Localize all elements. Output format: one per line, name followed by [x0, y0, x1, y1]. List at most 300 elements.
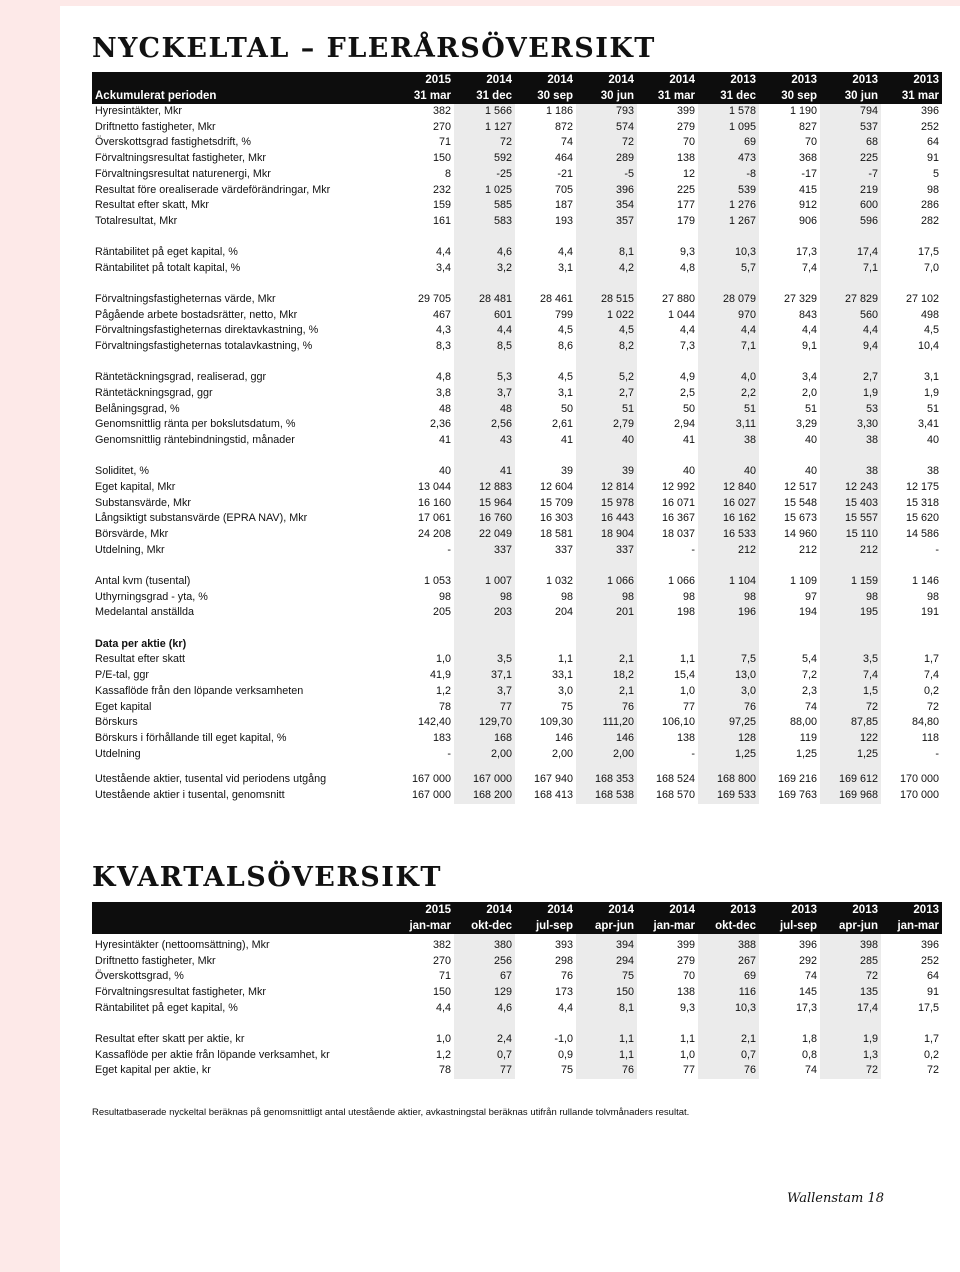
cell-value: 16 160: [417, 496, 451, 509]
cell-value: 279: [676, 954, 695, 967]
cell-value: 191: [920, 606, 939, 619]
cell-value: 912: [798, 199, 817, 212]
cell-value: 194: [798, 606, 817, 619]
cell-value: 7,4: [820, 668, 881, 684]
row-label: Börskurs i förhållande till eget kapital, %: [95, 731, 287, 744]
table-row: [92, 511, 942, 527]
cell-value: 232: [432, 183, 451, 196]
row-label: Räntabilitet på totalt kapital, %: [95, 261, 241, 274]
cell-value: 3,2: [454, 261, 515, 277]
cell-value: 169 612: [820, 772, 881, 788]
cell-value: 72: [820, 969, 881, 985]
cell-value: 1,1: [557, 653, 573, 666]
cell-value: 3,30: [820, 417, 881, 433]
cell-value: 4,5: [923, 324, 939, 337]
row-label: Totalresultat, Mkr: [95, 214, 178, 227]
column-year: 2014: [515, 902, 576, 918]
cell-value: 77: [682, 1064, 695, 1077]
row-label: Kassaflöde per aktie från löpande verksamhet, kr: [95, 1048, 330, 1061]
cell-value: 8,6: [557, 340, 573, 353]
cell-value: 15 673: [783, 512, 817, 525]
cell-value: 0,2: [923, 1048, 939, 1061]
column-year: 2014: [576, 72, 637, 88]
row-label: Räntetäckningsgrad, ggr: [95, 387, 213, 400]
cell-value: 2,5: [679, 387, 695, 400]
column-period: apr-jun: [820, 918, 881, 934]
row-label: Förvaltningsfastigheternas direktavkastning, %: [95, 324, 319, 337]
column-year: 2013: [759, 72, 820, 88]
cell-value: 91: [926, 986, 939, 999]
cell-value: 1,0: [679, 1048, 695, 1061]
cell-value: 16 367: [661, 512, 695, 525]
cell-value: 4,4: [454, 323, 515, 339]
table-row: [92, 715, 942, 731]
cell-value: 12: [682, 167, 695, 180]
cell-value: 2,4: [454, 1032, 515, 1048]
row-label: Driftnetto fastigheter, Mkr: [95, 954, 216, 967]
cell-value: -: [935, 747, 939, 760]
cell-value: 72: [576, 135, 637, 151]
cell-value: 600: [820, 198, 881, 214]
cell-value: 187: [554, 199, 573, 212]
column-year: 2014: [637, 902, 698, 918]
cell-value: 3,29: [795, 418, 817, 431]
table-row: [92, 543, 942, 559]
cell-value: 225: [820, 151, 881, 167]
cell-value: 28 515: [576, 292, 637, 308]
cell-value: 168: [454, 731, 515, 747]
cell-value: 7,2: [801, 669, 817, 682]
column-year: 2014: [576, 902, 637, 918]
cell-value: 98: [560, 590, 573, 603]
cell-value: 388: [698, 938, 759, 954]
table-row: [92, 323, 942, 339]
cell-value: -: [447, 543, 451, 556]
cell-value: 71: [438, 970, 451, 983]
cell-value: 3,4: [801, 371, 817, 384]
table-row: [92, 527, 942, 543]
cell-value: 1 566: [454, 104, 515, 120]
cell-value: 50: [682, 402, 695, 415]
table-row: [92, 668, 942, 684]
cell-value: 177: [676, 199, 695, 212]
cell-value: 106,10: [661, 716, 695, 729]
cell-value: 9,3: [679, 1001, 695, 1014]
cell-value: 98: [926, 183, 939, 196]
cell-value: 39: [560, 465, 573, 478]
cell-value: 150: [432, 986, 451, 999]
table-row: [92, 198, 942, 214]
cell-value: 473: [698, 151, 759, 167]
column-period: jan-mar: [637, 918, 698, 934]
cell-value: 18 581: [539, 528, 573, 541]
table-row: [92, 1048, 942, 1064]
cell-value: 74: [804, 970, 817, 983]
cell-value: 2,7: [820, 370, 881, 386]
cell-value: 18 904: [576, 527, 637, 543]
cell-value: 1,0: [435, 1033, 451, 1046]
cell-value: -: [447, 747, 451, 760]
column-period: okt-dec: [454, 918, 515, 934]
table-row: [92, 402, 942, 418]
cell-value: 1 095: [698, 120, 759, 136]
column-year: 2013: [698, 72, 759, 88]
row-label: Resultat efter skatt: [95, 653, 186, 666]
row-label: Antal kvm (tusental): [95, 575, 191, 588]
cell-value: 51: [926, 402, 939, 415]
column-year: 2013: [881, 72, 942, 88]
row-label: Börskurs: [95, 716, 138, 729]
cell-value: 75: [560, 1064, 573, 1077]
cell-value: 4,0: [698, 370, 759, 386]
cell-value: 252: [920, 120, 939, 133]
cell-value: 596: [820, 214, 881, 230]
cell-value: 1,1: [576, 1032, 637, 1048]
cell-value: 22 049: [454, 527, 515, 543]
cell-value: 27 880: [661, 293, 695, 306]
subheading-row: [92, 637, 942, 653]
cell-value: 15 964: [454, 496, 515, 512]
row-label: Långsiktigt substansvärde (EPRA NAV), Mkr: [95, 512, 308, 525]
cell-value: 40: [698, 464, 759, 480]
quarterly-overview-table: [92, 902, 942, 1079]
cell-value: 393: [554, 939, 573, 951]
cell-value: 270: [432, 954, 451, 967]
cell-value: 970: [698, 308, 759, 324]
column-period: 30 sep: [759, 88, 820, 104]
cell-value: 1 032: [545, 575, 573, 588]
table-row: [92, 104, 942, 120]
table-row: [92, 386, 942, 402]
row-label: Genomsnittlig räntebindningstid, månader: [95, 434, 295, 447]
table-row: [92, 938, 942, 954]
cell-value: 292: [798, 954, 817, 967]
cell-value: 4,6: [454, 245, 515, 261]
row-label: Förvaltningsfastigheternas totalavkastning, %: [95, 340, 313, 353]
cell-value: 1 190: [789, 105, 817, 117]
cell-value: 39: [576, 464, 637, 480]
cell-value: 15 403: [820, 496, 881, 512]
cell-value: 3,8: [435, 387, 451, 400]
cell-value: 382: [432, 105, 451, 117]
cell-value: 337: [554, 543, 573, 556]
cell-value: 2,1: [698, 1032, 759, 1048]
cell-value: 119: [799, 731, 817, 744]
row-label: Utestående aktier, tusental vid periodens utgång: [95, 773, 327, 786]
cell-value: 12 604: [539, 481, 573, 494]
cell-value: 1,3: [820, 1048, 881, 1064]
cell-value: 88,00: [789, 716, 817, 729]
cell-value: 15 978: [576, 496, 637, 512]
cell-value: 12 992: [661, 481, 695, 494]
table-row: [92, 308, 942, 324]
cell-value: 1,2: [435, 1048, 451, 1061]
cell-value: 51: [698, 402, 759, 418]
cell-value: 29 705: [417, 293, 451, 306]
cell-value: 84,80: [911, 716, 939, 729]
cell-value: 9,1: [801, 340, 817, 353]
cell-value: 17,3: [795, 1001, 817, 1014]
cell-value: 279: [676, 120, 695, 133]
report-page: [60, 6, 960, 1272]
cell-value: 1,8: [801, 1033, 817, 1046]
table-row: [92, 120, 942, 136]
column-year: 2014: [637, 72, 698, 88]
cell-value: 169 968: [820, 788, 881, 804]
cell-value: 4,4: [801, 324, 817, 337]
cell-value: 7,4: [923, 669, 939, 682]
column-year: 2014: [515, 72, 576, 88]
cell-value: 76: [698, 1063, 759, 1079]
cell-value: 0,7: [698, 1048, 759, 1064]
spacer-row: [92, 1017, 942, 1033]
cell-value: 225: [676, 183, 695, 196]
table-row: [92, 370, 942, 386]
cell-value: 41: [560, 434, 573, 447]
cell-value: 4,4: [435, 1001, 451, 1014]
cell-value: 1,1: [679, 653, 695, 666]
table-row: [92, 684, 942, 700]
cell-value: 67: [454, 969, 515, 985]
cell-value: 1 276: [698, 198, 759, 214]
cell-value: 41,9: [429, 669, 451, 682]
cell-value: 40: [804, 465, 817, 478]
cell-value: 4,9: [679, 371, 695, 384]
cell-value: 592: [454, 151, 515, 167]
cell-value: 98: [820, 590, 881, 606]
cell-value: 15,4: [673, 669, 695, 682]
cell-value: 40: [926, 434, 939, 447]
cell-value: 2,00: [454, 747, 515, 763]
table-row: [92, 590, 942, 606]
cell-value: 98: [576, 590, 637, 606]
cell-value: 1,0: [679, 684, 695, 697]
table-row: [92, 731, 942, 747]
spacer-row: [92, 559, 942, 575]
cell-value: 2,0: [801, 387, 817, 400]
cell-value: 17,5: [917, 1001, 939, 1014]
cell-value: 168 200: [454, 788, 515, 804]
cell-value: 0,2: [923, 684, 939, 697]
cell-value: 173: [554, 986, 573, 999]
cell-value: 116: [698, 985, 759, 1001]
cell-value: 71: [438, 136, 451, 149]
cell-value: 168 353: [576, 772, 637, 788]
cell-value: 2,2: [698, 386, 759, 402]
cell-value: 3,1: [923, 371, 939, 384]
cell-value: 129: [454, 985, 515, 1001]
table-row: [92, 1063, 942, 1079]
cell-value: 41: [682, 434, 695, 447]
cell-value: 40: [804, 434, 817, 447]
row-label: P/E-tal, ggr: [95, 669, 150, 682]
multi-year-overview-table: [92, 72, 942, 804]
cell-value: 167 000: [411, 773, 451, 786]
row-label: Börsvärde, Mkr: [95, 528, 169, 541]
cell-value: 48: [454, 402, 515, 418]
cell-value: 2,1: [576, 684, 637, 700]
column-year: 2014: [454, 902, 515, 918]
cell-value: 2,36: [429, 418, 451, 431]
cell-value: 196: [698, 605, 759, 621]
table-row: [92, 261, 942, 277]
cell-value: 1,9: [923, 387, 939, 400]
cell-value: 77: [454, 700, 515, 716]
cell-value: 399: [676, 105, 695, 117]
cell-value: 40: [576, 433, 637, 449]
row-label: Räntabilitet på eget kapital, %: [95, 1001, 238, 1014]
column-year: 2015: [393, 72, 454, 88]
cell-value: 2,79: [576, 417, 637, 433]
row-label: Förvaltningsresultat fastigheter, Mkr: [95, 152, 267, 165]
cell-value: 396: [798, 939, 817, 951]
cell-value: 16 162: [698, 511, 759, 527]
cell-value: 37,1: [454, 668, 515, 684]
cell-value: 5,4: [801, 653, 817, 666]
column-period: okt-dec: [698, 918, 759, 934]
cell-value: 9,3: [679, 246, 695, 259]
cell-value: 3,0: [698, 684, 759, 700]
cell-value: 354: [576, 198, 637, 214]
cell-value: 4,5: [576, 323, 637, 339]
row-label: Räntabilitet på eget kapital, %: [95, 246, 238, 259]
cell-value: 13 044: [417, 481, 451, 494]
cell-value: 150: [432, 152, 451, 165]
row-label: Förvaltningsresultat fastigheter, Mkr: [95, 986, 267, 999]
cell-value: 7,1: [698, 339, 759, 355]
cell-value: 289: [576, 151, 637, 167]
cell-value: 1 053: [423, 575, 451, 588]
cell-value: 15 557: [820, 511, 881, 527]
cell-value: -1,0: [554, 1033, 573, 1046]
table-row: [92, 1032, 942, 1048]
cell-value: 15 318: [905, 496, 939, 509]
cell-value: 2,1: [576, 652, 637, 668]
cell-value: 78: [438, 700, 451, 713]
cell-value: 5: [932, 167, 939, 180]
table-row: [92, 183, 942, 199]
cell-value: 14 960: [783, 528, 817, 541]
cell-value: 1,0: [435, 653, 451, 666]
table-row: [92, 700, 942, 716]
cell-value: 1,9: [820, 1032, 881, 1048]
cell-value: 168 800: [698, 772, 759, 788]
column-year: 2013: [881, 902, 942, 918]
cell-value: 203: [454, 605, 515, 621]
table-row: [92, 433, 942, 449]
row-label: Resultat efter skatt, Mkr: [95, 199, 209, 212]
cell-value: 183: [432, 731, 451, 744]
cell-value: 8,2: [576, 339, 637, 355]
row-label: Förvaltningsresultat naturenergi, Mkr: [95, 167, 271, 180]
table-row: [92, 480, 942, 496]
column-period: jan-mar: [393, 918, 454, 934]
cell-value: 396: [920, 939, 939, 951]
table-row: [92, 985, 942, 1001]
cell-value: 10,4: [917, 340, 939, 353]
cell-value: 1,25: [795, 747, 817, 760]
cell-value: 7,1: [820, 261, 881, 277]
cell-value: 1,25: [820, 747, 881, 763]
row-label: Hyresintäkter (nettoomsättning), Mkr: [95, 939, 270, 951]
cell-value: 69: [698, 135, 759, 151]
row-label: Resultat före orealiserade värdeförändringar, Mkr: [95, 183, 331, 196]
row-label: Eget kapital, Mkr: [95, 481, 176, 494]
table-row: [92, 339, 942, 355]
cell-value: 212: [698, 543, 759, 559]
cell-value: 537: [820, 120, 881, 136]
cell-value: 1,25: [698, 747, 759, 763]
cell-value: 70: [682, 136, 695, 149]
cell-value: 68: [820, 135, 881, 151]
column-period: apr-jun: [576, 918, 637, 934]
cell-value: 75: [560, 700, 573, 713]
cell-value: 145: [798, 986, 817, 999]
cell-value: 3,41: [917, 418, 939, 431]
cell-value: 256: [454, 954, 515, 970]
cell-value: 169 763: [777, 789, 817, 802]
cell-value: 72: [926, 1064, 939, 1077]
cell-value: 3,1: [557, 261, 573, 274]
cell-value: 122: [820, 731, 881, 747]
cell-value: 97: [804, 590, 817, 603]
cell-value: 399: [676, 939, 695, 951]
cell-value: 357: [576, 214, 637, 230]
cell-value: 8,5: [454, 339, 515, 355]
cell-value: 161: [432, 214, 451, 227]
row-label: Driftnetto fastigheter, Mkr: [95, 120, 216, 133]
row-label: Utdelning: [95, 747, 141, 760]
cell-value: 98: [454, 590, 515, 606]
cell-value: 15 709: [539, 496, 573, 509]
row-label: Genomsnittlig ränta per bokslutsdatum, %: [95, 418, 296, 431]
cell-value: 394: [576, 938, 637, 954]
cell-value: 87,85: [820, 715, 881, 731]
cell-value: 0,7: [454, 1048, 515, 1064]
spacer-row: [92, 762, 942, 772]
cell-value: 799: [554, 308, 573, 321]
cell-value: 12 243: [820, 480, 881, 496]
cell-value: 78: [438, 1064, 451, 1077]
cell-value: 286: [920, 199, 939, 212]
table-row: [92, 954, 942, 970]
cell-value: 298: [554, 954, 573, 967]
cell-value: 7,4: [801, 261, 817, 274]
cell-value: 195: [820, 605, 881, 621]
spacer-row: [92, 449, 942, 465]
spacer-row: [92, 355, 942, 371]
cell-value: 38: [698, 433, 759, 449]
cell-value: 76: [560, 970, 573, 983]
cell-value: 1 109: [789, 575, 817, 588]
row-label: Kassaflöde från den löpande verksamheten: [95, 684, 304, 697]
table-row: [92, 167, 942, 183]
cell-value: 267: [698, 954, 759, 970]
cell-value: 91: [926, 152, 939, 165]
cell-value: 18,2: [576, 668, 637, 684]
cell-value: 498: [920, 308, 939, 321]
cell-value: 75: [576, 969, 637, 985]
row-label: Soliditet, %: [95, 465, 150, 478]
cell-value: 1 066: [576, 574, 637, 590]
cell-value: 0,8: [801, 1048, 817, 1061]
cell-value: 337: [454, 543, 515, 559]
row-label: Pågående arbete bostadsrätter, netto, Mkr: [95, 308, 298, 321]
column-year: 2014: [454, 72, 515, 88]
cell-value: 3,7: [454, 386, 515, 402]
cell-value: 98: [682, 590, 695, 603]
cell-value: 4,4: [435, 246, 451, 259]
